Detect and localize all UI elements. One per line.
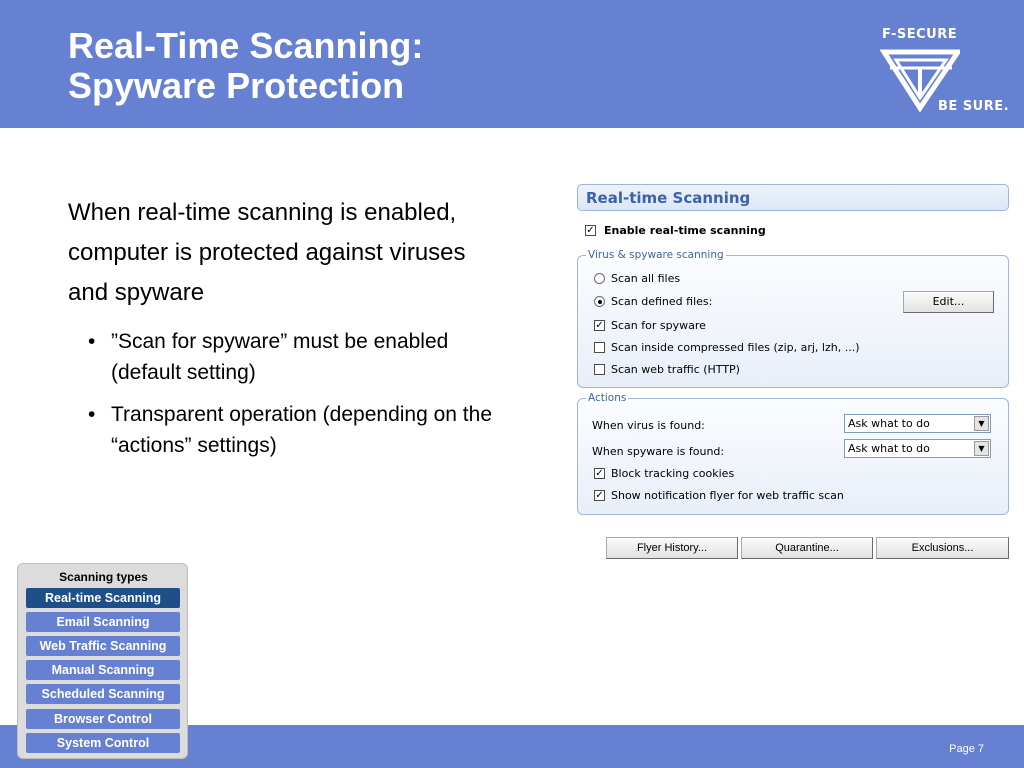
scan-all-files-label: Scan all files [611,272,681,285]
bullet-text: ”Scan for spyware” must be enabled (default setting) [111,330,449,384]
bullet-item [88,399,518,461]
block-cookies-checkbox[interactable]: ✓ [595,468,604,479]
actions-group-legend: Actions [588,392,627,404]
nav-item-web-traffic-scanning[interactable]: Web Traffic Scanning [26,636,180,656]
nav-item-system-control[interactable]: System Control [26,733,180,753]
bullet-text: Transparent operation (depending on the “actions” settings) [111,403,492,457]
spyware-found-label: When spyware is found: [592,445,725,458]
intro-paragraph: When real-time scanning is enabled, computer is protected against viruses and spyware [68,199,466,306]
f-secure-logo [876,22,1016,122]
show-flyer-checkbox[interactable]: ✓ [595,490,604,501]
flyer-history-button[interactable]: Flyer History... [606,537,738,559]
realtime-scanning-dialog [573,182,1011,520]
actions-group [577,392,1009,515]
scan-compressed-label: Scan inside compressed files (zip, arj, lzh, ...) [611,341,860,354]
nav-item-scheduled-scanning[interactable]: Scheduled Scanning [26,684,180,704]
scan-defined-files-radio[interactable] [594,296,605,307]
dialog-title-bar [577,184,1009,211]
slide-title [68,26,423,106]
show-flyer-label: Show notification flyer for web traffic scan [611,489,844,502]
nav-item-email-scanning[interactable]: Email Scanning [26,612,180,632]
bullet-list [88,326,518,472]
slide-header [0,0,1024,128]
exclusions-button[interactable]: Exclusions... [876,537,1009,559]
logo-tagline: BE SURE. [938,99,1010,114]
nav-item-manual-scanning[interactable]: Manual Scanning [26,660,180,680]
nav-title: Scanning types [59,570,148,584]
scan-compressed-checkbox[interactable] [594,342,605,353]
virus-found-select[interactable] [844,414,991,433]
virus-spyware-group [577,249,1009,388]
dropdown-arrow-icon[interactable]: ▼ [974,441,989,456]
bullet-dot-icon: • [88,330,96,353]
slide-title-line-2: Spyware Protection [68,65,405,106]
bullet-dot-icon: • [88,403,96,426]
dialog-title: Real-time Scanning [586,189,751,207]
scan-for-spyware-label: Scan for spyware [611,319,706,332]
scanning-types-nav [17,563,188,759]
quarantine-button[interactable]: Quarantine... [741,537,873,559]
block-cookies-label: Block tracking cookies [611,467,735,480]
nav-item-browser-control[interactable]: Browser Control [26,709,180,729]
logo-wordmark: F-SECURE [882,27,958,42]
scan-for-spyware-checkbox[interactable]: ✓ [595,320,604,331]
bullet-item [88,326,518,388]
nav-item-real-time-scanning[interactable]: Real-time Scanning [26,588,180,608]
slide-title-line-1: Real-Time Scanning: [68,25,424,66]
dropdown-arrow-icon[interactable]: ▼ [974,416,989,431]
scan-all-files-radio[interactable] [594,273,605,284]
scan-web-traffic-label: Scan web traffic (HTTP) [611,363,740,376]
scan-defined-files-label: Scan defined files: [611,295,713,308]
spyware-found-select[interactable] [844,439,991,458]
edit-button[interactable]: Edit... [903,291,994,313]
virus-group-legend: Virus & spyware scanning [588,249,724,261]
virus-found-label: When virus is found: [592,419,705,432]
spyware-found-value: Ask what to do [848,442,930,455]
scan-web-traffic-checkbox[interactable] [594,364,605,375]
virus-found-value: Ask what to do [848,417,930,430]
page-number: Page 7 [949,743,984,755]
enable-realtime-label: Enable real-time scanning [604,224,766,237]
enable-realtime-checkbox[interactable]: ✓ [586,225,595,236]
